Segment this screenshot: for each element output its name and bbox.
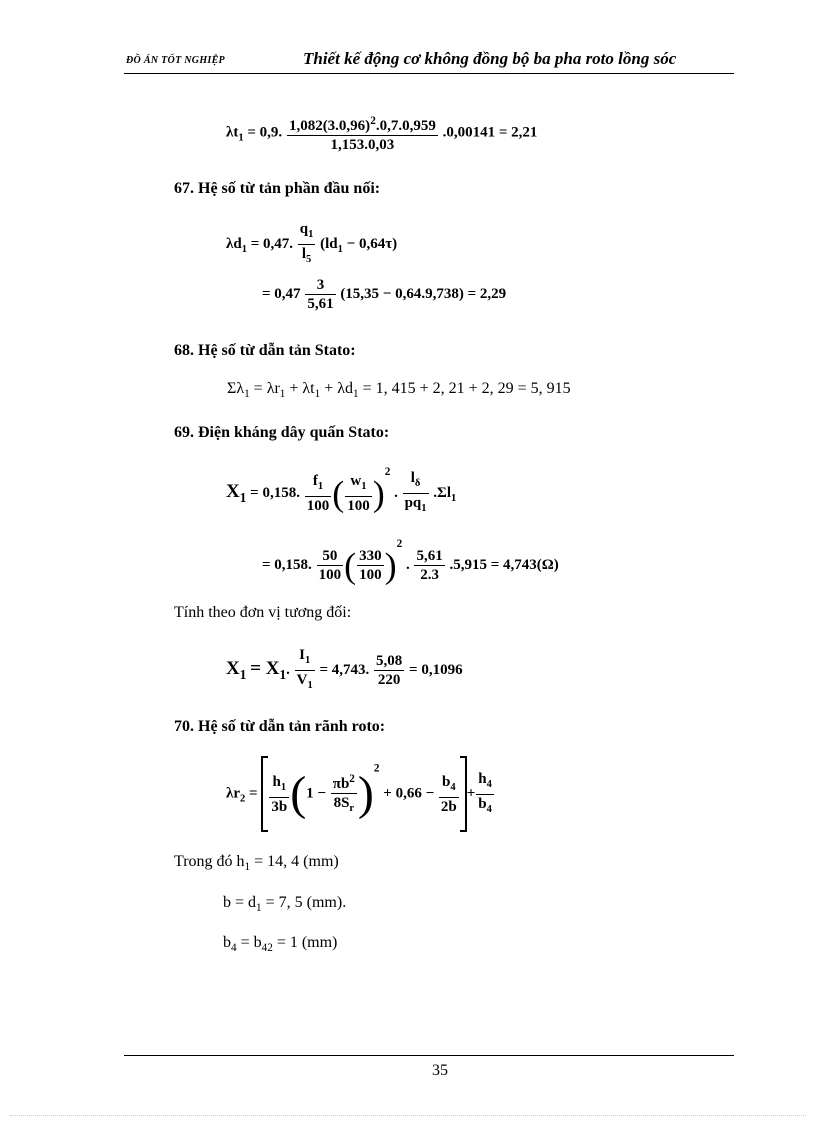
footer-rule [124,1055,734,1056]
fraction: $\frac{I_1}{V_1}$ [296,647,313,691]
fraction: $\frac{50}{100}$ [318,548,342,584]
right-bracket [460,756,467,832]
fraction: $\frac{f_1}{100}$ [306,473,330,515]
fraction: $\frac{h_4}{b_4}$ [478,770,492,815]
page-edge-divider [10,1115,806,1116]
section-69-heading: 69. Điện kháng dây quấn Stato: [174,424,390,441]
fraction: $\frac{5,61}{2.3}$ [416,548,443,584]
equation-x1-relative: $X_1 = X_1$. $\frac{I_1}{V_1}$ = 4,743. $\frac{5,08}{220}$ = 0,1096 [226,646,463,695]
section-68-heading: 68. Hệ số từ dẫn tản Stato: [174,342,356,359]
fraction: $\frac{3}{5,61}$ [307,277,334,312]
fraction: $\frac{l_\delta}{pq_1}$ [404,470,427,515]
equation-sum-lambda: $\Sigma\lambda_1 = \lambda r_1 + \lambda t_1 + \lambda d_1 = 1$, 415 + 2, 21 + 2, 29 = 5, 915 [227,380,571,401]
header-right-title: Thiết kế động cơ không đồng bộ ba pha roto lồng sóc [303,49,677,68]
section-67-heading: 67. Hệ số từ tản phần đầu nối: [174,180,381,197]
left-bracket [261,756,268,832]
equation-x1-value: = 0,158. $\frac{50}{100}$ ( $\frac{330}{100}$ )$^2$ . $\frac{5,61}{2.3}$ .5,915 = 4,743(Ω) [262,538,559,586]
page-number: 35 [432,1062,448,1079]
fraction: $\frac{\pi b^2}{8S_r}$ [331,770,357,818]
fraction: $\frac{330}{100}$ [359,548,382,584]
header-left-title: ĐỒ ÁN TỐT NGHIỆP [126,55,225,66]
fraction: $\frac{1,082(3.0,96)^2.0,7.0,959}{1,153.0,03}$ [287,112,438,154]
fraction: $\frac{w_1}{100}$ [347,473,370,515]
fraction: $\frac{5,08}{220}$ [376,653,403,688]
where-line-1: Trong đó $h_1 = 14$, 4 (mm) [174,853,339,874]
section-70-heading: 70. Hệ số từ dẫn tản rãnh roto: [174,718,386,735]
fraction: $\frac{b_4}{2b}$ [440,773,457,815]
equation-lambda-r2: $\lambda r_2$ = $\frac{h_1}{3b}$ (1 − $\frac{\pi b^2}{8S_r}$ )$^2$ + 0,66 − $\frac{b_4}{2b}$ + $\frac{h_4}{b_4}$ [226,756,495,832]
equation-lambda-t1: $\lambda t_1 = 0,9$. $\frac{1,082(3.0,96)^2.0,7.0,959}{1,153.0,03}$ .0,00141 = 2,21 [226,112,537,154]
header-rule [124,73,734,74]
relative-units-text: Tính theo đơn vị tương đối: [174,604,352,621]
fraction: $\frac{h_1}{3b}$ [271,773,288,815]
equation-x1: $X_1 = 0,158$. $\frac{f_1}{100}$ ( $\frac{w_1}{100}$ )$^2$ . $\frac{l_\delta}{pq_1}$ $.\Sigma l_1$ [226,466,456,518]
fraction: $\frac{q_1}{l_5}$ [299,221,314,265]
where-line-2: $b = d_1 = 7$, 5 (mm). [223,894,347,915]
equation-lambda-d1: $\lambda d_1 = 0,47$. $\frac{q_1}{l_5}$ $(ld_1 - 0,64\tau)$ [226,220,397,269]
where-line-3: $b_4 = b_{42} = 1$ (mm) [223,934,338,955]
equation-lambda-d1-value: = 0,47 $\frac{3}{5,61}$ (15,35 − 0,64.9,738) = 2,29 [262,277,507,312]
